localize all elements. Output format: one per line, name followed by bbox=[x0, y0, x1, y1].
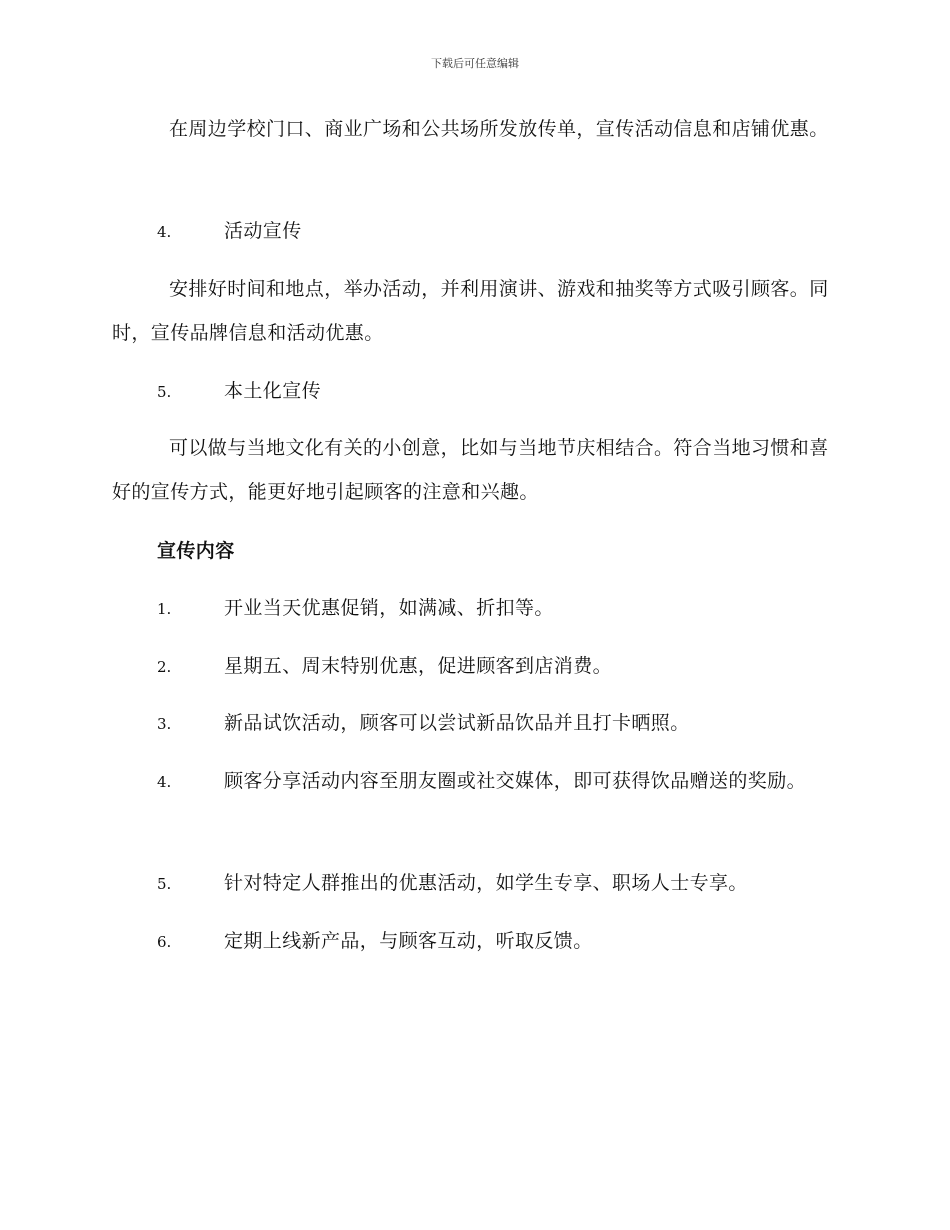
list-text: 定期上线新产品，与顾客互动，听取反馈。 bbox=[224, 930, 593, 952]
content-item bbox=[112, 759, 840, 804]
header-note: 下载后可任意编辑 bbox=[431, 57, 519, 70]
list-text: 新品试饮活动，顾客可以尝试新品饮品并且打卡晒照。 bbox=[224, 712, 690, 734]
list-number: 5. bbox=[157, 383, 172, 401]
content-item bbox=[112, 861, 842, 906]
content-item bbox=[112, 919, 842, 964]
promo-method-item bbox=[112, 369, 842, 414]
list-number: 5. bbox=[157, 875, 172, 893]
list-text: 开业当天优惠促销，如满减、折扣等。 bbox=[224, 597, 554, 619]
paragraph-event: 安排好时间和地点，举办活动，并利用演讲、游戏和抽奖等方式吸引顾客。同时，宣传品牌信息和活动优惠。 bbox=[112, 278, 829, 344]
list-number: 4. bbox=[157, 773, 172, 791]
list-number: 4. bbox=[157, 223, 172, 241]
list-text: 活动宣传 bbox=[224, 220, 302, 242]
paragraph-local: 可以做与当地文化有关的小创意，比如与当地节庆相结合。符合当地习惯和喜好的宣传方式，能更好地引起顾客的注意和兴趣。 bbox=[112, 437, 829, 503]
paragraph-flyers: 在周边学校门口、商业广场和公共场所发放传单，宣传活动信息和店铺优惠。 bbox=[169, 118, 829, 140]
content-item bbox=[112, 701, 842, 746]
list-text: 星期五、周末特别优惠，促进顾客到店消费。 bbox=[224, 655, 613, 677]
promo-method-item bbox=[112, 209, 842, 254]
list-number: 2. bbox=[157, 658, 172, 676]
list-text: 顾客分享活动内容至朋友圈或社交媒体，即可获得饮品赠送的奖励。 bbox=[224, 770, 807, 792]
list-text: 本土化宣传 bbox=[224, 380, 322, 402]
content-item bbox=[112, 586, 842, 631]
list-number: 6. bbox=[157, 933, 172, 951]
list-number: 1. bbox=[157, 600, 172, 618]
content-item bbox=[112, 644, 842, 689]
list-text: 针对特定人群推出的优惠活动，如学生专享、职场人士专享。 bbox=[224, 872, 748, 894]
section-heading: 宣传内容 bbox=[157, 540, 235, 562]
list-number: 3. bbox=[157, 715, 172, 733]
